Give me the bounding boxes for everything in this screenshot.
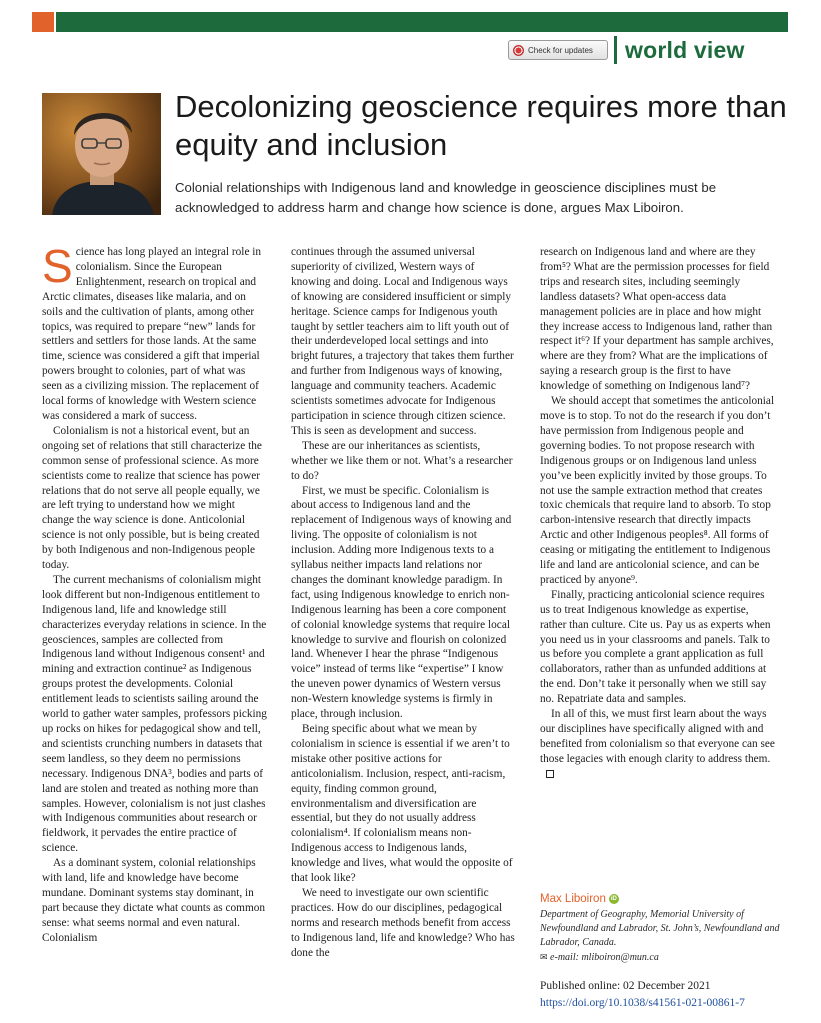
section-label: world view bbox=[614, 36, 788, 64]
author-name-row bbox=[540, 893, 780, 905]
paragraph bbox=[42, 240, 267, 424]
author-portrait bbox=[42, 93, 161, 215]
orcid-icon[interactable]: iD bbox=[610, 896, 617, 902]
paragraph: We should accept that sometimes the anticolonial move is to stop. To not do the research if you don’t have permission from Indigenous people and governing bodies. To not propose research with Indigenous groups or on Indigenous land unless you’ve been explicitly invited by those groups. To not use the sample extraction method that creates toxic chemicals that require land to absorb. To stop carbon-intensive research that directly impacts Arctic and other Indigenous peoples⁸. All forms of ceasing or mitigating the entitlement to Indigenous life and land are anticolonial science, and can be practiced by anyone⁹. bbox=[540, 395, 775, 586]
header-accent-orange bbox=[32, 12, 54, 32]
article-standfirst: Colonial relationships with Indigenous land and knowledge in geoscience disciplines must be acknowledged to address harm and change how science is done, argues Max Liboiron. bbox=[175, 180, 717, 215]
check-for-updates-label: Check for updates bbox=[528, 45, 593, 55]
paragraph: research on Indigenous land and where are they from⁵? What are the permission processes for field trips and research sites, including seemingly landless datasets? What open-access data management policies are in place and how might they increase access to Indigenous land, rather than respect it⁶? If your department has sample archives, where are they from? What are the implications of saying a research group is the first to have knowledge of something on Indigenous land⁷? bbox=[540, 246, 774, 393]
paragraph: First, we must be specific. Colonialism is about access to Indigenous land and the replacement of Indigenous ways of knowing and living. The opposite of colonialism is not inclusion. Adding more Indigenous texts to a syllabus neither impacts land relations nor changes the dominant knowledge paradigm. In fact, using Indigenous knowledge to enrich non-Indigenous learning has been a core component of colonial knowledge systems that require local knowledge to survive and flourish on colonized land. Whenever I hear the phrase “Indigenous voice” instead of terms like “expertise” I know the uneven power dynamics of Western versus non-Western knowledge systems is firmly in place, through inclusion. bbox=[291, 484, 512, 721]
author-email-line bbox=[540, 950, 780, 965]
end-of-article-icon bbox=[546, 770, 554, 778]
paragraph: Finally, practicing anticolonial science requires us to treat Indigenous knowledge as expertise, rather than culture. Cite us. Pay us as experts when you need us in your classrooms and panels. Talk to us before you complete a grant application as full collaborators, rather than as unfunded additions at the end. Don’t take it personally when we still say no. Repatriate data and samples. bbox=[540, 588, 771, 706]
author-email[interactable]: mliboiron@mun.ca bbox=[581, 952, 659, 963]
published-date: Published online: 02 December 2021 bbox=[540, 980, 711, 992]
text-column-2 bbox=[291, 245, 516, 961]
article-title: Decolonizing geoscience requires more than equity and inclusion bbox=[175, 89, 787, 162]
email-prefix: e-mail: bbox=[550, 952, 579, 963]
drop-cap: S bbox=[42, 240, 73, 292]
crossmark-icon bbox=[513, 45, 524, 56]
paragraph-last bbox=[540, 707, 775, 782]
paragraph: We need to investigate our own scientific practices. How do our disciplines, pedagogical norms and research methods benefit from access to Indigenous land, life and knowledge? Who has done the bbox=[291, 886, 515, 959]
paragraph: Being specific about what we mean by colonialism in science is essential if we aren’t to mistake other positive actions for anticolonialism. Inclusion, respect, anti-racism, equity, finding common ground, environmentalism and diversification are essential, but they do not usually address colonialism⁴. If colonialism means non-Indigenous access to Indigenous lands, knowledge and lives, what would the opposite of that look like? bbox=[291, 723, 513, 885]
mail-icon: ✉ bbox=[540, 952, 548, 962]
author-portrait-image bbox=[42, 93, 161, 215]
author-name[interactable]: Max Liboiron bbox=[540, 893, 606, 905]
text-column-1 bbox=[42, 240, 267, 946]
paragraph: continues through the assumed universal superiority of civilized, Western ways of knowing and doing. Local and Indigenous ways of knowing are considered insufficient or simply heritage. Science camps for Indigenous youth taught by settler teachers aim to lift youth out of their underdeveloped local settings and into bright futures, a trajectory that takes them further and further from Indigenous ways of knowing, language and community teachers. Academic scientists sometimes advocate for Indigenous participation in science through citizen science. This is seen as development and success. bbox=[291, 246, 514, 437]
author-block bbox=[540, 893, 780, 965]
author-affiliation: Department of Geography, Memorial University of Newfoundland and Labrador, St. John’s, Newfoundland and Labrador, Canada. bbox=[540, 909, 780, 948]
paragraph: As a dominant system, colonial relationships with land, life and knowledge have become mundane. Dominant systems stay dominant, in part because they dictate what counts as common sense: what seems normal and even natural. Colonialism bbox=[42, 857, 266, 944]
paragraph: Colonialism is not a historical event, but an ongoing set of relations that still characterize the common sense of professional science. As more scientists come to realize that science has power relations that do not serve all people equally, we are left trying to understand how we might change the way science is done. Anticolonial science is not only possible, but is being created by both Indigenous and non-Indigenous people today. bbox=[42, 424, 262, 572]
paragraph: These are our inheritances as scientists, whether we like them or not. What’s a researcher to do? bbox=[291, 439, 513, 482]
paragraph-text: cience has long played an integral role in colonialism. Since the European Enlightenment, research on tropical and Arctic climates, diseases like malaria, and on soils and the cultivation of plants, among other topics, was required to prepare “new” lands for settlers and settlers for those lands. At the same time, science was considered a gift that imperial powers brought to colonies, part of what was seen as a civilizing mission. The replacement of local forms of knowledge with Western science was considered a mark of success. bbox=[42, 246, 262, 422]
doi-link[interactable]: https://doi.org/10.1038/s41561-021-00861-7 bbox=[540, 997, 745, 1009]
header-accent-green bbox=[56, 12, 788, 32]
paragraph-text: In all of this, we must first learn about the ways our disciplines have specifically aligned with and benefited from colonialism so that everyone can see those legacies with enough clarity to address them. bbox=[540, 708, 775, 765]
text-column-3 bbox=[540, 245, 775, 782]
check-for-updates-button[interactable] bbox=[508, 40, 608, 60]
paragraph: The current mechanisms of colonialism might look different but non-Indigenous entitlement to Indigenous land, life and knowledge still characterizes everyday relations in science. In the geosciences, samples are collected from Indigenous land without Indigenous consent¹ and mining and extraction continue² as Indigenous groups protest the developments. Colonial entitlement leads to scientists sailing around the world to gather water samples, professors picking up rocks on hikes for pedagogical show and tell, and scientists crunching numbers in datasets that seem landless, so they deem no permissions necessary. Indigenous DNA³, bodies and parts of land are stolen and treated as nothing more than samples. However, colonialism is not just clashes with Indigenous communities about research or fieldwork, it pervades the entire practice of science. bbox=[42, 573, 267, 855]
